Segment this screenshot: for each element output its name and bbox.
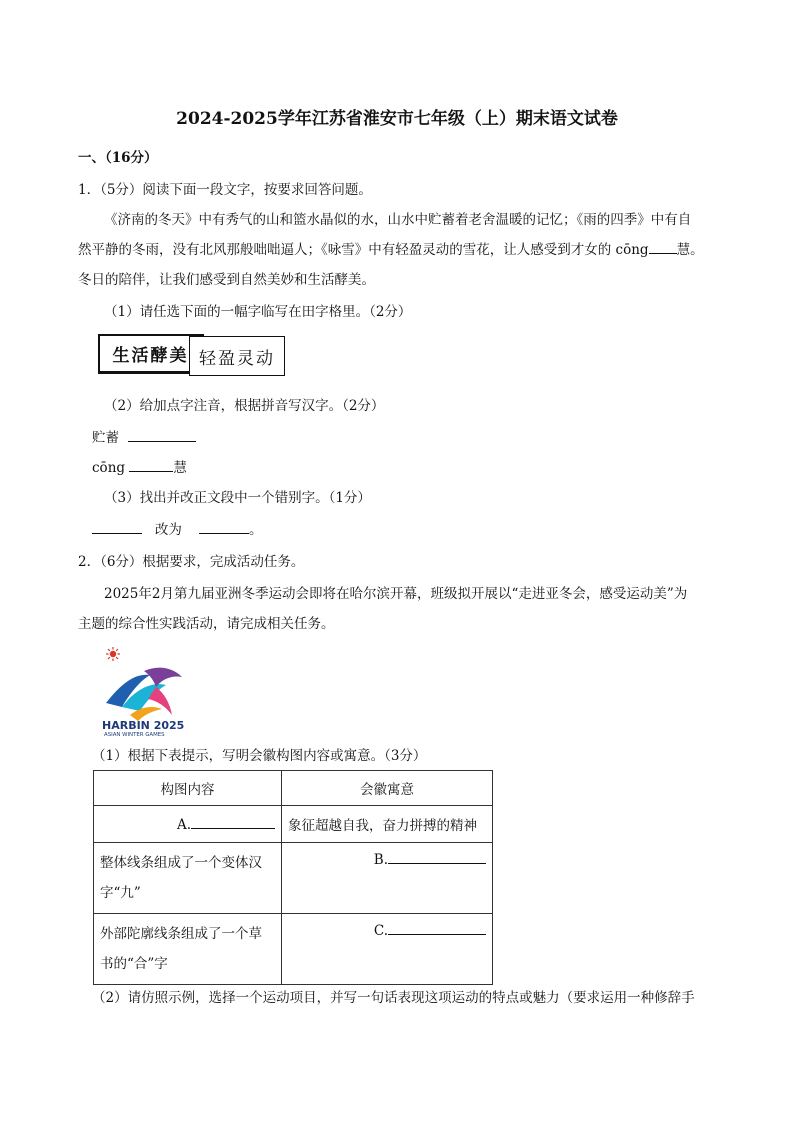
table-cell-a — [94, 806, 282, 843]
answer-blank-b[interactable] — [388, 851, 486, 864]
calligraphy-sample-2: 轻盈灵动 — [189, 336, 285, 376]
harbin-2025-logo — [100, 645, 192, 737]
table-header-composition: 构图内容 — [94, 771, 282, 806]
answer-blank-a[interactable] — [191, 816, 275, 829]
question-1-stem: 1．（5分）阅读下面一段文字，按要求回答问题。 — [78, 182, 372, 198]
sub-question-2-1: （1）根据下表提示，写明会徽构图内容或寓意。（3分） — [92, 748, 427, 764]
answer-blank-2[interactable] — [129, 459, 173, 472]
sub-question-2-2: （2）请仿照示例，选择一个运动项目，并写一句话表现这项运动的特点或魅力（要求运用一种修辞手 — [92, 990, 695, 1006]
passage-line-2-text: 然平静的冬雨，没有北风那般咄咄逼人；《咏雪》中有轻盈灵动的雪花，让人感受到才女的 cōng — [78, 242, 649, 258]
logo-harbin-text: HARBIN 2025 — [102, 719, 185, 732]
table-row — [94, 843, 493, 914]
answer-blank-1[interactable] — [128, 429, 196, 442]
page-title: 2024-2025学年江苏省淮安市七年级（上）期末语文试卷 — [176, 109, 618, 129]
table-cell-c — [282, 914, 493, 985]
table-header-row — [94, 771, 493, 806]
passage-line-3: 冬日的陪伴，让我们感受到自然美妙和生活酵美。 — [78, 272, 375, 288]
table-cell-composition-c: 外部陀廓线条组成了一个草书的“合”字 — [94, 914, 282, 985]
cell-c-label: C. — [373, 923, 388, 939]
table-row — [94, 806, 493, 843]
word-cong-pinyin: cōng — [92, 460, 126, 476]
word-zhuxu: 贮蓄 — [92, 430, 119, 446]
answer-line-word1 — [92, 426, 196, 446]
pinyin-blank[interactable] — [649, 241, 677, 254]
calligraphy-sample-1: 生活酵美 — [98, 334, 204, 374]
word-hui: 慧 — [173, 460, 187, 476]
answer-blank-c[interactable] — [388, 922, 486, 935]
emblem-table — [93, 770, 493, 985]
intro-line-1: 2025年2月第九届亚洲冬季运动会即将在哈尔滨开幕，班级拟开展以“走进亚冬会，感受运动美”为 — [104, 586, 688, 602]
correction-period: 。 — [249, 522, 263, 538]
logo-sun-icon — [106, 647, 120, 661]
sub-question-1-1: （1）请任选下面的一幅字临写在田字格里。（2分） — [104, 304, 412, 320]
wrong-char-blank[interactable] — [92, 521, 142, 534]
logo-games-text: ASIAN WINTER GAMES — [104, 732, 165, 737]
logo-emblem-shape — [106, 668, 182, 721]
passage-line-2 — [78, 238, 704, 258]
table-row — [94, 914, 493, 985]
sub-question-1-3: （3）找出并改正文段中一个错别字。（1分） — [104, 490, 371, 506]
section-heading: 一、（16分） — [78, 150, 158, 166]
passage-line-2-end: 慧。 — [676, 242, 704, 258]
correct-char-blank[interactable] — [199, 521, 249, 534]
cell-b-label: B. — [373, 852, 388, 868]
table-cell-composition-b: 整体线条组成了一个变体汉字“九” — [94, 843, 282, 914]
passage-line-1: 《济南的冬天》中有秀气的山和篮水晶似的水，山水中贮蓄着老舍温暖的记忆；《雨的四季》中有自 — [104, 212, 692, 228]
change-to-label: 改为 — [154, 522, 182, 538]
correction-line — [92, 518, 263, 538]
sub-question-1-2: （2）给加点字注音，根据拼音写汉字。（2分） — [104, 398, 385, 414]
table-cell-meaning-a: 象征超越自我，奋力拼搏的精神 — [282, 806, 493, 843]
question-2-stem: 2．（6分）根据要求，完成活动任务。 — [78, 554, 305, 570]
intro-line-2: 主题的综合性实践活动，请完成相关任务。 — [78, 616, 335, 632]
table-cell-b — [282, 843, 493, 914]
cell-a-label: A. — [176, 816, 191, 833]
table-header-meaning: 会徽寓意 — [282, 771, 493, 806]
answer-line-word2 — [92, 456, 187, 476]
